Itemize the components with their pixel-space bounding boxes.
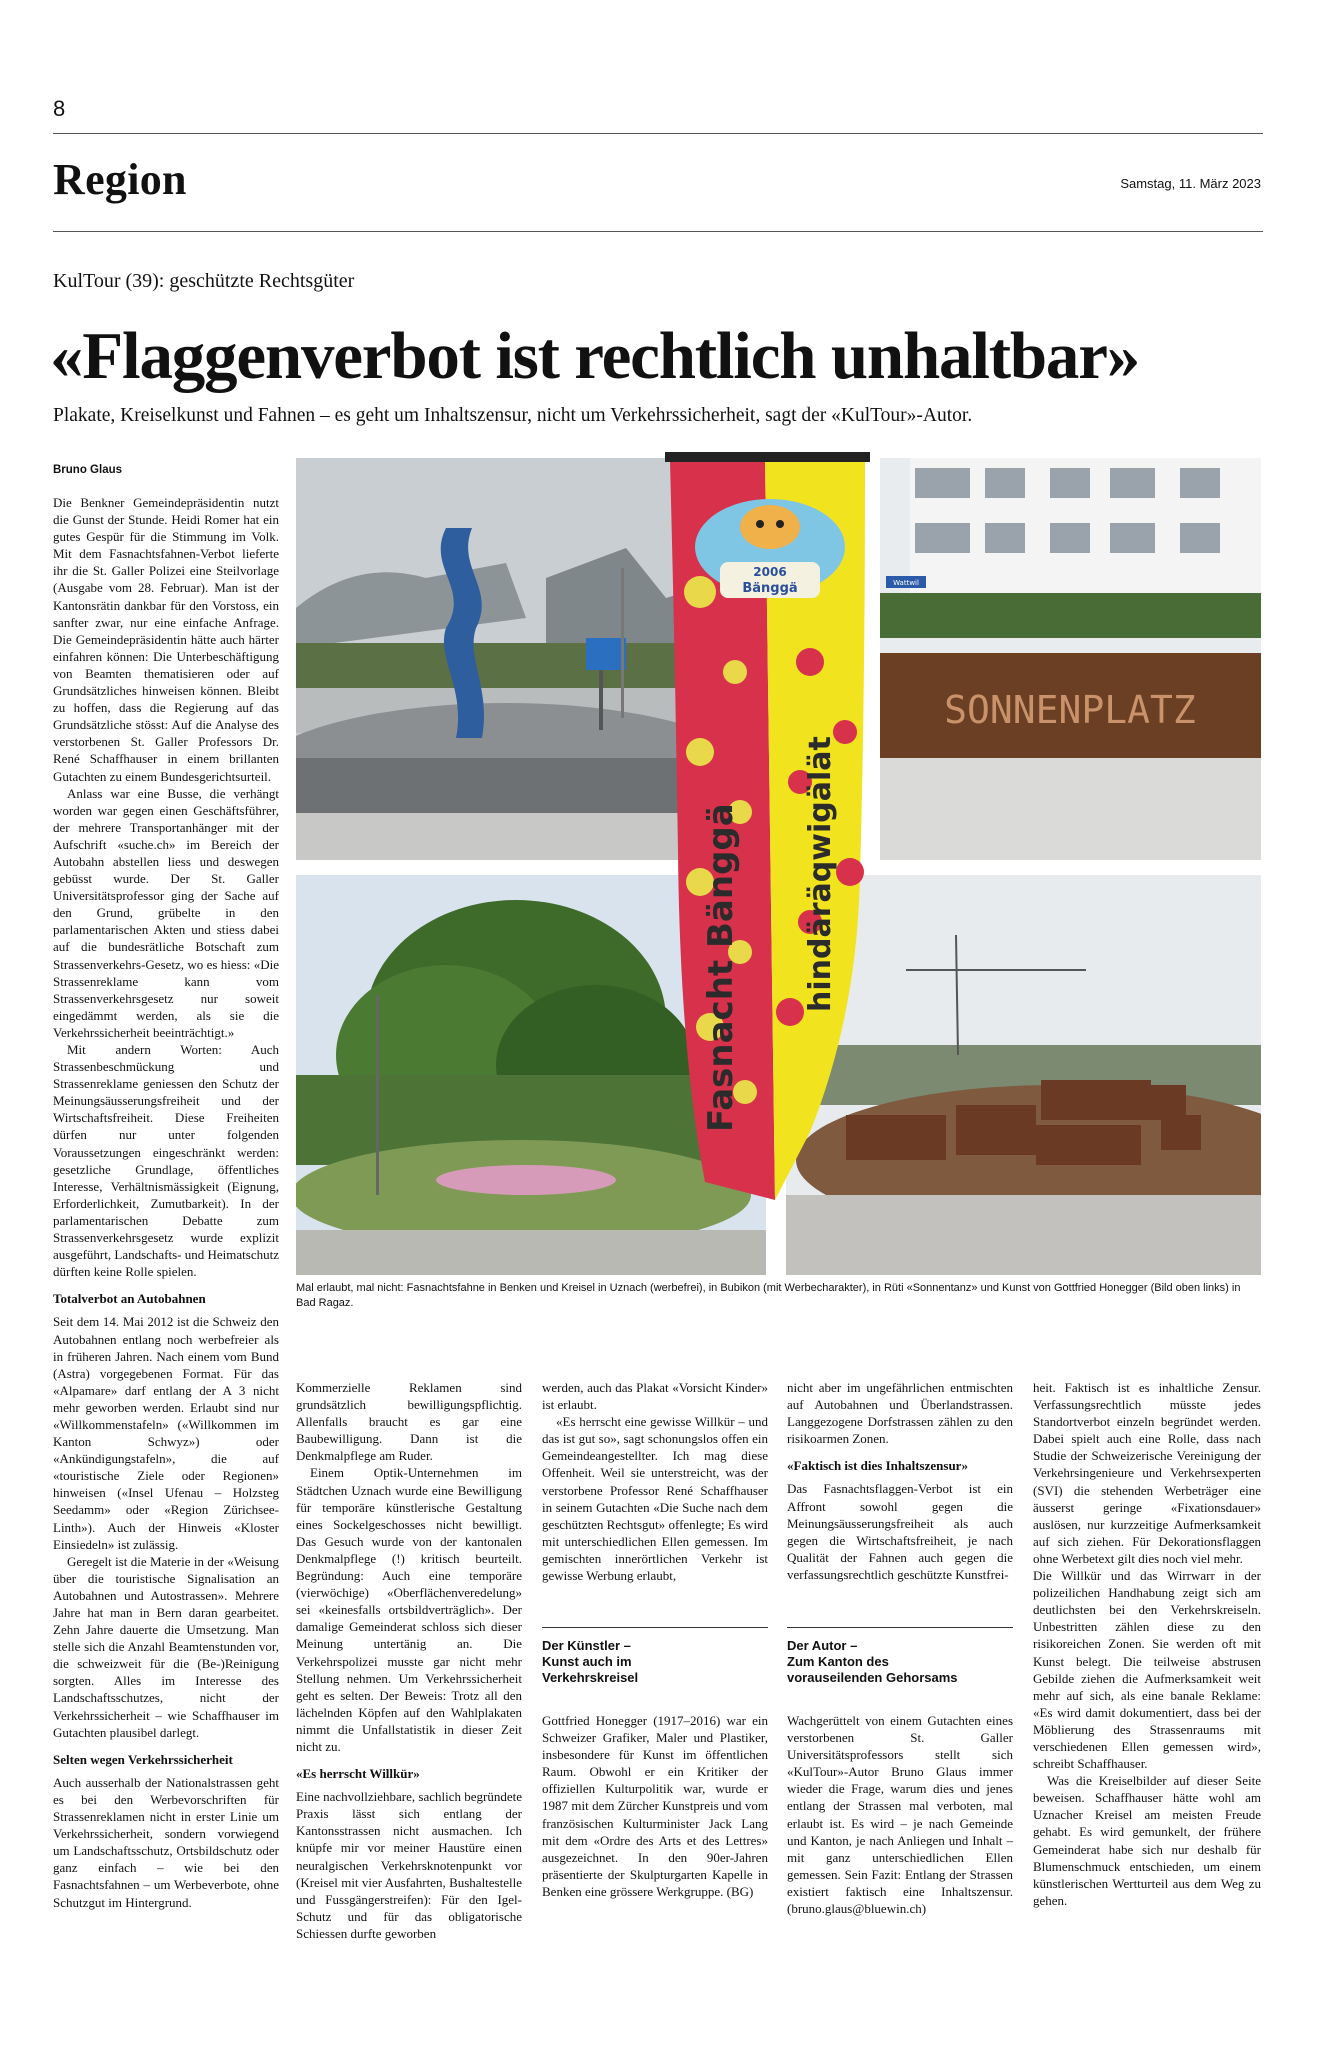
issue-date: Samstag, 11. März 2023 (1120, 176, 1261, 191)
page-number: 8 (53, 96, 66, 121)
article-column-3 (542, 1379, 768, 1584)
flag-text-left: Fasnacht Bänggä (701, 803, 741, 1132)
col4-paragraph-2: Das Fasnachtsflaggen-Verbot ist ein Affront sowohl gegen die Meinungsäusserungsfreiheit als auch gegen die Wirtschaftsfreiheit, je nach Qualität der Fahnen auch gegen die verfassungsrechtlich geschützte Kunstfrei- (787, 1481, 1013, 1582)
infobox-artist-body (542, 1712, 768, 1900)
article-column-4 (787, 1379, 1013, 1583)
infobox-artist-title: Der Künstler – Kunst auch im Verkehrskreisel (542, 1627, 768, 1686)
col4-paragraph-1: nicht aber im ungefährlichen entmischten auf Autobahnen und Überlandstrassen. Langgezogene Dorfstrassen zählen zu den risikoarmen Zonen. (787, 1380, 1013, 1447)
col1-paragraph-3: Mit andern Worten: Auch Strassenbeschmückung und Strassenreklame geniessen den Schutz der Meinungsäusserungsfreiheit und der Wirtschaftsfreiheit. Diese Freiheiten dürfen nur unter folgenden Voraussetzungen eingeschränkt werden: gesetzliche Grundlage, öffentliches Interesse, Verhältnismässigkeit (Eignung, Erforderlichkeit, Zumutbarkeit). In der parlamentarischen Debatte zum Strassenverkehrsgesetz wurde explizit ausgeführt, Landschafts- und Heimatschutz dürften keine Rolle spielen. (53, 1042, 279, 1280)
sonnenplatz-sign-text: SONNENPLATZ (944, 688, 1196, 732)
col2-paragraph-1: Kommerzielle Reklamen sind grundsätzlich bewilligungspflichtig. Allenfalls braucht es gar eine Baubewilligung. Dann ist die Denkmalpflege am Ruder. (296, 1380, 522, 1464)
col2-paragraph-2: Einem Optik-Unternehmen im Städtchen Uznach wurde eine Bewilligung für temporäre künstlerische Gestaltung eines Sockelgeschosses nicht bewilligt. Das Gesuch wurde von der kantonalen Denkmalpflege (!) kritisch beurteilt. Begründung: Auch eine temporäre (vierwöchige) «Oberflächenveredelung» sei «keinesfalls ortsbildverträglich». Der damalige Gemeinderat schloss sich dieser Meinung untertänig an. Die Verkehrspolizei musste gar nicht mehr Stellung nehmen. Um Verkehrssicherheit geht es selten. Der Beweis: Trotz all den lächelnden Köpfen auf den Wahlplakaten nimmt die Unfallstatistik in dieser Zeit nicht zu. (296, 1465, 522, 1754)
street-sign-text: Wattwil (893, 579, 919, 587)
header-bottom-rule (53, 231, 1263, 232)
flag-year: 2006 (753, 565, 787, 579)
col1-paragraph-6: Auch ausserhalb der Nationalstrassen geht es bei den Werbevorschriften für Strassenreklamen nicht in erster Linie um Verkehrssicherheit, sondern vorwiegend um Landschaftsschutz, Ortsbildschutz oder ganz einfach – wie bei den Fasnachtsfahnen – um Werbeverbote, ohne Schutzgut im Hintergrund. (53, 1774, 279, 1910)
col2-subheading-1: «Es herrscht Willkür» (296, 1766, 420, 1782)
infobox-author-title: Der Autor – Zum Kanton des vorauseilenden Gehorsams (787, 1627, 1013, 1686)
col3-paragraph-1: werden, auch das Plakat «Vorsicht Kinder» ist erlaubt. (542, 1380, 768, 1413)
col5-paragraph-1: heit. Faktisch ist es inhaltliche Zensur. Verfassungsrechtlich müsste jedes Standortverbot einzeln begründet werden. Dabei spielt auch eine Rolle, dass nach Studie der Schweizerische Vereinigung der Verkehrsingenieure und Verkehrsexperten (SVI) die stehenden Werbeträger eine äusserst geringe «Fixationsdauer» auslösen, nur kurzzeitige Aufmerksamkeit auf sich ziehen. Für Dekorationsflaggen ohne Werbetext gilt dies noch viel mehr. (1033, 1380, 1261, 1566)
fasnacht-flag-image (660, 452, 875, 1200)
col5-paragraph-2: Die Willkür und das Wirrwarr in der polizeilichen Handhabung zeigt sich am deutlichsten bei den Verkehrskreiseln. Unbestritten zählen diese zu den risikoreichen Zonen. Sie werden oft mit Kunst belegt. Die teilweise abstrusen Gebilde ziehen die Aufmerksamkeit weit mehr auf sich, als eine banale Reklame: «Es wird damit dokumentiert, dass bei der Möblierung des Strassenraums mit verschiedenen Ellen gemessen wird», schreibt Schaffhauser. (1033, 1568, 1261, 1772)
infobox-author (787, 1627, 1013, 1917)
article-column-2 (296, 1379, 522, 1942)
photo-fasnacht-flag (660, 452, 875, 1200)
article-column-1 (53, 494, 279, 1911)
article-byline: Bruno Glaus (53, 464, 123, 476)
col2-paragraph-3: Eine nachvollziehbare, sachlich begründete Praxis lässt sich entlang der Kantonsstrassen nicht ausmachen. Ich knüpfe mir vor meiner Haustüre einen neuralgischen Verkehrsknotenpunkt vor (Kreisel mit vier Ausfahrten, Bushaltestelle und Fussgängerstreifen): Für den Igel-Schutz und für das obligatorische Schiessen durfte geworben (296, 1789, 522, 1941)
header-top-rule (53, 133, 1263, 134)
col1-paragraph-4: Seit dem 14. Mai 2012 ist die Schweiz den Autobahnen entlang noch werbefreier als in früheren Jahren. Nach einem vom Bund (Astra) vorgegebenen Format. Für das «Alpamare» darf entlang der A 3 nicht mehr geworben werden. Erlaubt sind nur «Willkommenstafeln» («Willkommen im Kanton Schwyz») oder «Ankündigungstafeln», die auf «touristische Ziele oder Regionen» hinweisen («Insel Ufenau – Holzsteg Seedamm» oder «Region Zürichsee-Linth»). Auch der Hinweis «Kloster Einsiedeln» ist zulässig. (53, 1314, 279, 1552)
photo-sonnenplatz (880, 458, 1261, 860)
infobox-artist (542, 1627, 768, 1900)
col4-subheading-1: «Faktisch ist dies Inhaltszensur» (787, 1458, 968, 1474)
article-lead: Plakate, Kreiselkunst und Fahnen – es geht um Inhaltszensur, nicht um Verkehrssicherheit, sagt der «KulTour»-Autor. (53, 405, 973, 426)
infobox-artist-text: Gottfried Honegger (1917–2016) war ein Schweizer Grafiker, Maler und Plastiker, insbesondere für Kunst im öffentlichen Raum. Obwohl er ein Kritiker der offiziellen Kulturpolitik war, wurde er 1987 mit dem Zürcher Kunstpreis und vom französischen Kulturminister Jack Lang mit dem «Ordre des Arts et des Lettres» ausgezeichnet. In den 90er-Jahren präsentierte der Skulpturgarten Kapelle in Benken eine grössere Werkgruppe. (BG) (542, 1713, 768, 1899)
article-column-5 (1033, 1379, 1261, 1909)
section-title: Region (53, 155, 187, 204)
infobox-author-text: Wachgerüttelt von einem Gutachten eines verstorbenen St. Galler Universitätsprofessors stellt sich «KulTour»-Autor Bruno Glaus immer wieder die Frage, warum dies und jenes entlang der Strassen mal verboten, mal erlaubt ist. Es wird – je nach Gemeinde und Kanton, je nach Anliegen und Inhalt – mit ganz unterschiedlichen Ellen gemessen. Sein Fazit: Entlang der Strassen existiert faktisch eine Inhaltszensur. (bruno.glaus@bluewin.ch) (787, 1713, 1013, 1917)
col1-subheading-2: Selten wegen Verkehrssicherheit (53, 1751, 233, 1767)
photo-caption: Mal erlaubt, mal nicht: Fasnachtsfahne in Benken und Kreisel in Uznach (werbefrei), in Bubikon (mit Werbecharakter), in Rüti «Sonnentanz» und Kunst von Gottfried Honegger (Bild oben links) in Bad Ragaz. (296, 1282, 1241, 1309)
flag-name: Bänggä (742, 581, 798, 596)
infobox-author-body (787, 1712, 1013, 1917)
col1-paragraph-1: Die Benkner Gemeindepräsidentin nutzt die Gunst der Stunde. Heidi Romer hat ein gutes Gespür für die Stimmung im Volk. Mit dem Fasnachtsfahnen-Verbot lieferte ihr die St. Galler Polizei eine Steilvorlage (Ausgabe vom 28. Februar). Man ist der Kantonsrätin dankbar für den Vorstoss, ein sanfter zwar, nur eine einfache Anfrage. Die Gemeindepräsidentin hätte auch härter einfahren können: Die Unterbeschäftigung von Beamten thematisieren oder auf Grundsätzliches hinweisen können. Bleibt zu hoffen, dass die Regierung auf das Grundsätzliche stösst: Auf die Analyse des verstorbenen St. Galler Professors Dr. René Schaffhauser in einem brillanten Gutachten zu einem Bundesgerichtsurteil. (53, 495, 279, 784)
flag-text-right: hindäräqwigälät (803, 736, 838, 1012)
photo-sonnenplatz-image (880, 458, 1261, 860)
article-headline: «Flaggenverbot ist rechtlich unhaltbar» (50, 319, 1140, 393)
col1-subheading-1: Totalverbot an Autobahnen (53, 1291, 206, 1307)
col5-paragraph-3: Was die Kreiselbilder auf dieser Seite beweisen. Schaffhauser hätte wohl am Uznacher Kreisel am meisten Freude gehabt. Es wird gemunkelt, der frühere Gemeinderat habe sich nur deshalb für Blumenschmuck entschieden, um einem künstlerischen Wertturteil aus dem Weg zu gehen. (1033, 1773, 1261, 1908)
col3-paragraph-2: «Es herrscht eine gewisse Willkür – und das ist gut so», sagt schonungslos offen ein Gemeindeangestellter. Ich mag diese Offenheit. Weil sie unterstreicht, was der verstorbene Professor René Schaffhauser in seinem Gutachten «Die Suche nach dem geschützten Rechtsgut» offenlegte; Es wird mit unterschiedlichen Ellen gemessen. Im gemischten innerörtlichen Verkehr ist gewisse Werbung erlaubt, (542, 1414, 768, 1584)
article-kicker: KulTour (39): geschützte Rechtsgüter (53, 270, 355, 292)
col1-paragraph-5: Geregelt ist die Materie in der «Weisung über die touristische Signalisation an Autobahnen und Autostrassen». Mehrere Jahre hat man in Bern daran gearbeitet. Zehn Jahre dauerte die Umsetzung. Man stelle sich die Anzahl Beamtenstunden vor, die schweizweit für die (Be-)Reinigung sorgten. Alles im Interesse des Landschaftsschutzes, nicht der Verkehrssicherheit – wie Schaffhauser im Gutachten plausibel darlegt. (53, 1553, 279, 1740)
col1-paragraph-2: Anlass war eine Busse, die verhängt worden war gegen einen Geschäftsführer, der mehrere Transportanhänger mit der Aufschrift «suche.ch» im Bereich der Autobahn abstellen liess und deswegen gebüsst wurde. Der St. Galler Universitätsprofessor ging der Sache auf den Grund, grübelte in den parlamentarischen Akten und stiess dabei auf die bundesrätliche Botschaft zum Strassenverkehrs-Gesetz, wo es hiess: «Die Strassenreklame kann vom Strassenverkehrsgesetz nur soweit eingedämmt werden, als sie die Verkehrssicherheit beeinträchtigt.» (53, 785, 279, 1040)
